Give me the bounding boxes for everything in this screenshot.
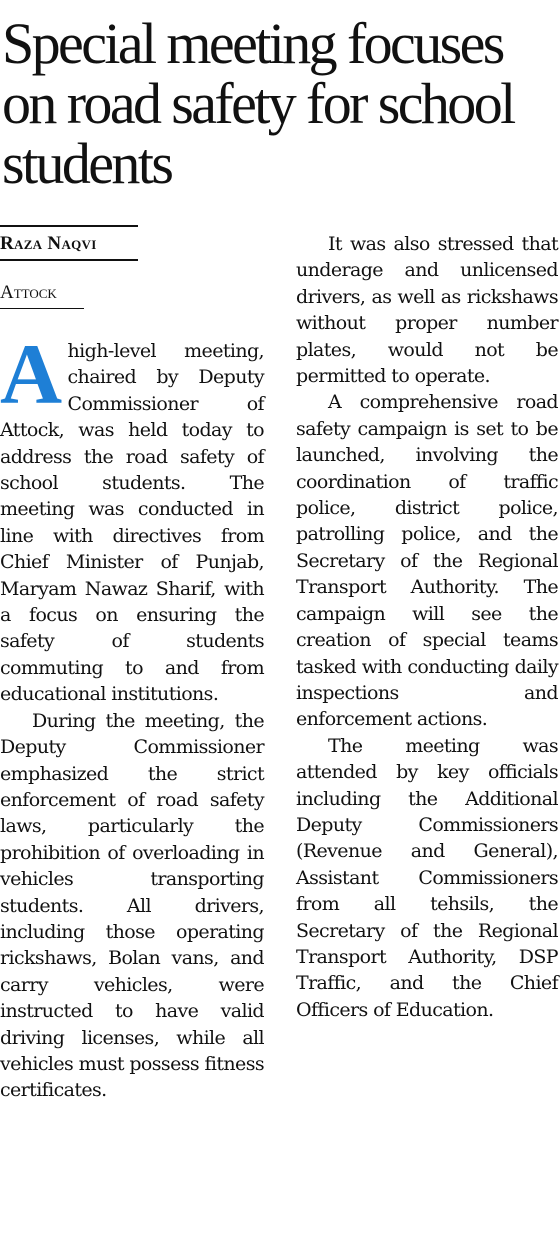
paragraph-1-text: high-level meeting, chaired by Deputy Commissioner of Attock, was held today to address the road safety of school students. The meeting was conducted in line with directives from Chief Minister of Punjab, Maryam Nawaz Sharif, with a focus on ensuring the safety of students commuting to and from educational institutions.: [0, 340, 264, 706]
dateline: Attock: [0, 280, 84, 309]
paragraph-2: During the meeting, the Deputy Commissioner emphasized the strict enforcement of road safety laws, particularly the prohibition of overloading in vehicles transporting students. All drivers, including those operating rickshaws, Bolan vans, and carry vehicles, were instructed to have valid driving licenses, while all vehicles must possess fitness certificates.: [0, 709, 264, 1102]
byline: Raza Naqvi: [0, 225, 138, 261]
paragraph-5: The meeting was attended by key officials including the Additional Deputy Commissioners (Revenue and General), Assistant Commissioners from all tehsils, the Secretary of the Regional Transport Authority, DSP Traffic, and the Chief Officers of Education.: [296, 734, 558, 1021]
paragraph-1: [0, 326, 264, 708]
article-column-right: [296, 231, 558, 1023]
paragraph-4: A comprehensive road safety campaign is set to be launched, involving the coordination of traffic police, district police, patrolling police, and the Secretary of the Regional Transport Authority. The campaign will see the creation of special teams tasked with conducting daily inspections and enforcement actions.: [296, 391, 558, 731]
headline: Special meeting focuses on road safety for school students: [2, 11, 514, 196]
paragraph-3: It was also stressed that underage and unlicensed drivers, as well as rickshaws without proper number plates, would not be permitted to operate.: [296, 233, 558, 388]
article-column-left: [0, 326, 264, 1104]
drop-cap: A: [0, 326, 62, 422]
